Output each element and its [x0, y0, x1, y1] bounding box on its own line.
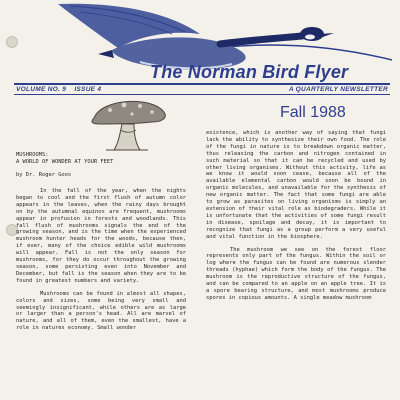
article-column-right: [206, 130, 386, 400]
article-paragraph: The mushroom we see on the forest floor represents only part of the fungus. Within the soil or log where the fungus can be found are numerous slender threads (hyphae) which form the body of the fungus. The mushroom is the reproductive structure of the fungus, and can be compared to an apple on an apple tree. It is a spore bearing structure, and most mushrooms produce spores in copious amounts. A single meadow mushroom: [206, 246, 386, 301]
issue-rule: [14, 94, 390, 95]
article-byline: by Dr. Roger Goos: [16, 172, 72, 178]
mushroom-icon: [88, 94, 172, 154]
article-title-line: MUSHROOMS:: [16, 152, 49, 158]
tagline: A QUARTERLY NEWSLETTER: [288, 86, 388, 93]
article-paragraph: Mushrooms can be found in almost all shapes, colors and sizes, some being very small and seemingly insignificant, while others are as large or larger than a person's head. All are marvel of nature, and all of them, even the smallest, have a role in natures economy. Small wonder: [16, 290, 186, 332]
article-subtitle-line: A WORLD OF WONDER AT YOUR FEET: [16, 159, 114, 165]
issue-label: ISSUE 4: [74, 86, 102, 93]
article-paragraph: existence, which is another way of saying that fungi lack the ability to synthesize their own food. The role of the fungi in nature is to breakdown organic matter, thus releasing the carbon and nitrogen contained in such material so that it can be recycled and used by other living organisms. Without this activity, life as we know it would soon cease, because all of the available elemental carbon would soon be bound in organic molecules, and unavailable for the synthesis of new organic matter. The fact that some fungi are able to grow as parasites on living organisms is simply an extension of their vital role as biodegraders. While it is unfortunate that the activities of some fungi result in disease, spoilage and decay, it is important to recognize that fungi as a group perform a very useful and vital function in the biosphere.: [206, 130, 386, 240]
punch-hole: [6, 36, 18, 48]
article-title: [16, 152, 186, 166]
volume-label: VOLUME NO. 9: [16, 86, 67, 93]
article-column-left: [16, 188, 186, 400]
issue-season: Fall 1988: [280, 104, 346, 121]
newsletter-title: The Norman Bird Flyer: [150, 62, 349, 82]
article-paragraph: In the fall of the year, when the nights began to cool and the first flush of autumn color appears in the leaves, when the rainy days brought on by the autumnal equinox are frequent, mushrooms appear in profusion in forests and woodlands. This fall flush of mushrooms signals the end of the growing season, and is the time when the experienced mushroom hunter heads for the woods, because then, if ever, many of the choice edible wild mushrooms will appear. Fall is not the only season for mushrooms, for they do occur throughout the growing season, some persisting even into November and December, but fall is the season when they are to be found in greatest numbers and variety.: [16, 188, 186, 284]
